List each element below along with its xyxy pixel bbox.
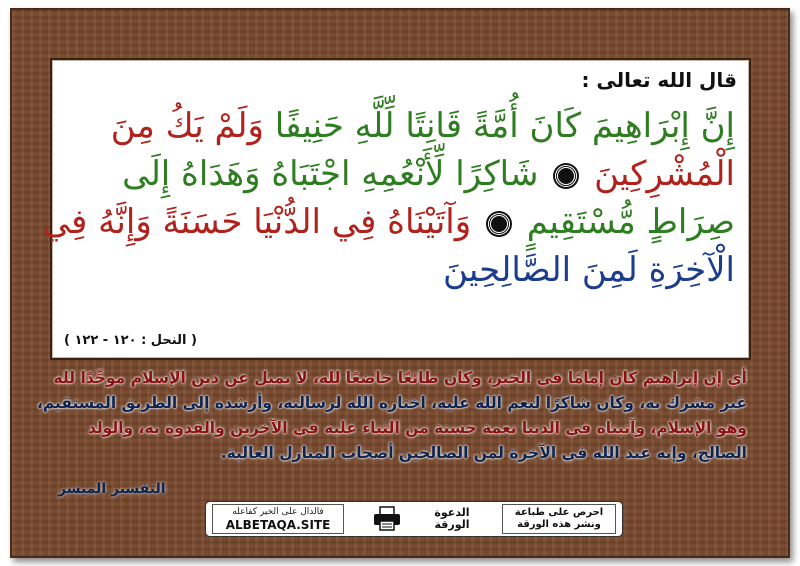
verse-board: [42, 58, 751, 360]
verse-segment: وَلَمْ يَكُ مِنَ: [110, 106, 275, 146]
verse-segment: وَآتَيْنَاهُ فِي الدُّنْيَا حَسَنَةً وَإِنَّهُ فِي: [42, 202, 472, 242]
verse-reference: ( النحل : ١٢٠ - ١٢٢ ): [64, 333, 197, 348]
logo-line-1: الدعوة: [434, 506, 470, 519]
verse-line-1: [66, 102, 735, 150]
site-url: ALBETAQA.SITE: [225, 517, 331, 532]
tafsir-line: أي إن إبراهيم كان إمامًا في الخير، وكان طائعًا خاضعًا لله، لا يميل عن دين الإسلام موحِّدًا لله: [53, 369, 747, 387]
verse-heading: قال الله تعالى :: [581, 68, 737, 92]
share-line-2: ونشر هذه الورقة: [517, 519, 601, 530]
quran-verse: [42, 102, 735, 294]
footer-bar: [205, 501, 623, 537]
verse-segment: شَاكِرًا لِّأَنْعُمِهِ اجْتَبَاهُ وَهَدَاهُ إِلَى: [122, 154, 539, 194]
site-link[interactable]: [212, 504, 344, 534]
verse-segment: الْآخِرَةِ لَمِنَ الصَّالِحِينَ: [442, 250, 735, 290]
ayah-end-marker-icon: [555, 165, 577, 187]
site-caption: فالدال على الخير كفاعله: [232, 506, 324, 517]
verse-segment: صِرَاطٍ مُّسْتَقِيمٍ: [526, 202, 735, 242]
tafsir-text: [37, 366, 747, 496]
verse-line-3: [42, 198, 735, 246]
verse-line-4: [66, 246, 735, 294]
tafsir-line: الصالح، وإنه عند الله في الآخرة لمن الصالحين أصحاب المنازل العالية.: [220, 444, 747, 462]
share-line-1: احرص على طباعة: [514, 507, 604, 518]
share-note: [502, 504, 616, 534]
tafsir-line: وهو الإسلام، وآتيناه في الدنيا نعمة حسنة من الثناء عليه في الآخرين والقدوة به، والولد: [87, 419, 747, 437]
verse-line-2: [66, 150, 735, 198]
tafsir-line: غير مشرك به، وكان شاكرًا لنعم الله عليه، اختاره الله لرسالته، وأرشده إلى الطريق المستقيم،: [37, 394, 747, 412]
verse-segment: الْمُشْرِكِينَ: [594, 154, 735, 194]
dawah-logo: [430, 504, 474, 534]
printer-icon: [372, 506, 402, 532]
logo-line-2: الورقة: [434, 518, 470, 531]
verse-segment: إِنَّ إِبْرَاهِيمَ كَانَ أُمَّةً قَانِتًا لِّلَّهِ حَنِيفًا: [274, 106, 735, 146]
ayah-end-marker-icon: [488, 213, 510, 235]
tafsir-source: التفسير الميسر: [58, 481, 166, 497]
